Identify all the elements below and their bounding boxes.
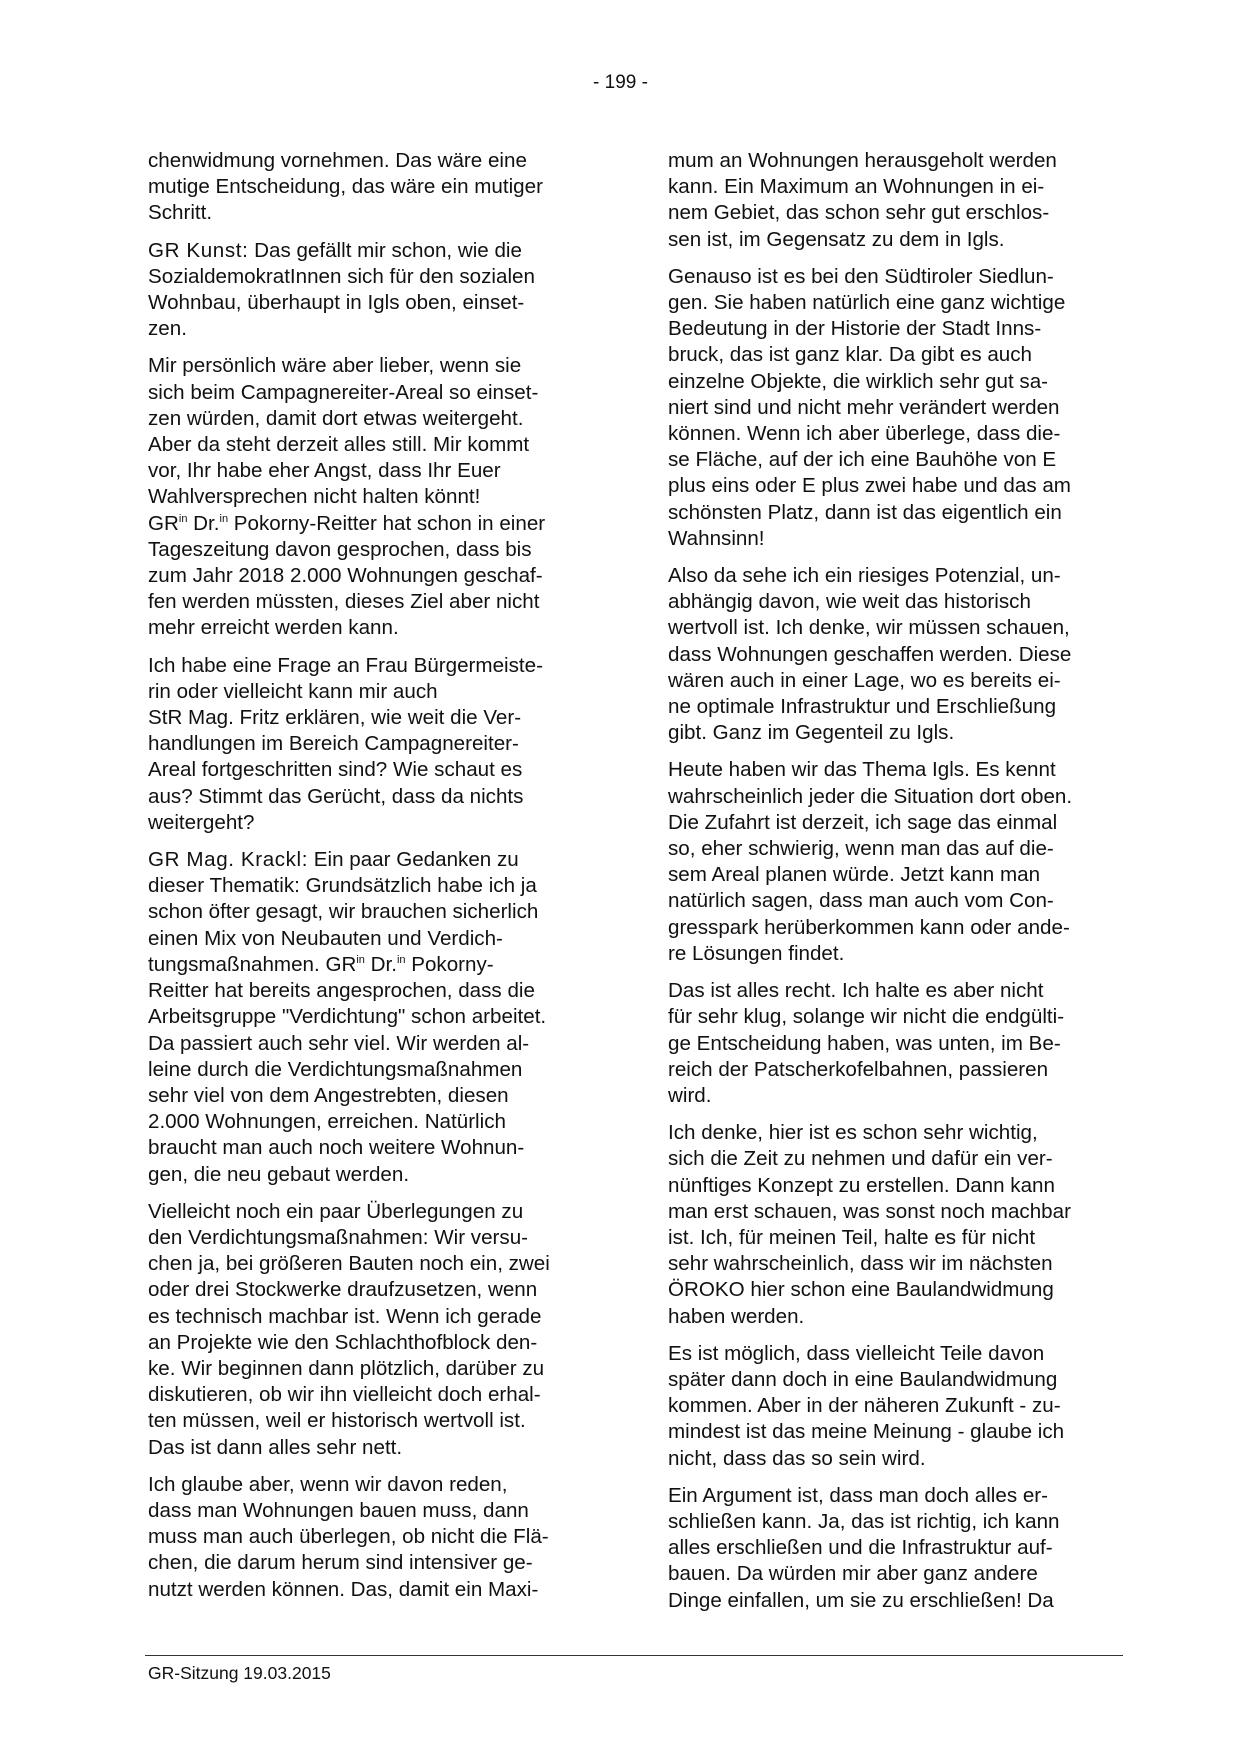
footer-session-date: GR-Sitzung 19.03.2015: [148, 1663, 331, 1683]
paragraph: Das ist alles recht. Ich halte es aber nicht für sehr klug, solange wir nicht die endgülti- ge Entscheidung haben, was unten, im Be- reich der Patscherkofelbahnen, passieren wird.: [668, 979, 1065, 1107]
paragraph: chenwidmung vornehmen. Das wäre eine mutige Entscheidung, das wäre ein mutiger Schritt.: [148, 149, 543, 225]
speaker-label: GR Mag. Krackl:: [148, 848, 309, 872]
paragraph: Heute haben wir das Thema Igls. Es kennt wahrscheinlich jeder die Situation dort oben. Die Zufahrt ist derzeit, ich sage das einmal so, eher schwierig, wenn man das auf die- sem Areal planen würde. Jetzt kann man natürlich sagen, dass man auch vom Con- gresspark herüberkommen kann oder ande- re Lösungen findet.: [668, 758, 1073, 965]
left-column: [148, 148, 598, 1614]
paragraph: Vielleicht noch ein paar Überlegungen zu den Verdichtungsmaßnahmen: Wir versu- chen ja, bei größeren Bauten noch ein, zwei oder drei Stockwerke draufzusetzen, wenn es technisch machbar ist. Wenn ich gerade an Projekte wie den Schlachthofblock den- ke. Wir beginnen dann plötzlich, darüber zu diskutieren, ob wir ihn vielleicht doch erhal- ten müssen, weil er historisch wertvoll ist. Das ist dann alles sehr nett.: [148, 1199, 550, 1459]
right-column: [668, 148, 1118, 1625]
paragraph: Ich glaube aber, wenn wir davon reden, dass man Wohnungen bauen muss, dann muss man auch überlegen, ob nicht die Flä- chen, die darum herum sind intensiver ge- nutzt werden können. Das, damit ein Maxi-: [148, 1472, 549, 1601]
footer-divider: [145, 1655, 1123, 1656]
paragraph: Also da sehe ich ein riesiges Potenzial, un- abhängig davon, wie weit das historisch wertvoll ist. Ich denke, wir müssen schauen, dass Wohnungen geschaffen werden. Diese wären auch in einer Lage, wo es bereits ei- ne optimale Infrastruktur und Erschließung gibt. Ganz im Gegenteil zu Igls.: [668, 564, 1072, 745]
paragraph: Genauso ist es bei den Südtiroler Siedlun- gen. Sie haben natürlich eine ganz wichtige Bedeutung in der Historie der Stadt Inns- bruck, das ist ganz klar. Da gibt es auch einzelne Objekte, die wirklich sehr gut sa- niert sind und nicht mehr verändert werden können. Wenn ich aber überlege, dass die- se Fläche, auf der ich eine Bauhöhe von E plus eins oder E plus zwei habe und das am schönsten Platz, dann ist das eigentlich ein Wahnsinn!: [668, 264, 1071, 550]
paragraph-gr-krackl: GR Mag. Krackl: Ein paar Gedanken zu dieser Thematik: Grundsätzlich habe ich ja schon öfter gesagt, wir brauchen sicherlich einen Mix von Neubauten und Verdich- tungsmaßnahmen. $GR^{in}$ Dr.$^{in}$ Pokorny- Reitter hat bereits angesprochen, dass die Arbeitsgruppe "Verdichtung" schon arbeitet. Da passiert auch sehr viel. Wir werden al- leine durch die Verdichtungsmaßnahmen sehr viel von dem Angestrebten, diesen 2.000 Wohnungen, erreichen. Natürlich braucht man auch noch weitere Wohnun- gen, die neu gebaut werden.: [148, 848, 547, 1186]
paragraph: Es ist möglich, dass vielleicht Teile davon später dann doch in eine Baulandwidmung kommen. Aber in der näheren Zukunft - zu- mindest ist das meine Meinung - glaube ich nicht, dass das so sein wird.: [668, 1341, 1065, 1470]
paragraph: Mir persönlich wäre aber lieber, wenn sie sich beim Campagnereiter-Areal so einset- zen würden, damit dort etwas weitergeht. Aber da steht derzeit alles still. Mir kommt vor, Ihr habe eher Angst, dass Ihr Euer Wahlversprechen nicht halten könnt! $GR^{in}$ Dr.$^{in}$ Pokorny-Reitter hat schon in einer Tageszeitung davon gesprochen, dass bis zum Jahr 2018 2.000 Wohnungen geschaf- fen werden müssten, dieses Ziel aber nicht mehr erreicht werden kann.: [148, 354, 546, 640]
paragraph: Ich habe eine Frage an Frau Bürgermeiste- rin oder vielleicht kann mir auch StR Mag. Fritz erklären, wie weit die Ver- handlungen im Bereich Campagnereiter- Areal fortgeschritten sind? Wie schaut es aus? Stimmt das Gerücht, dass da nichts weitergeht?: [148, 653, 543, 834]
paragraph: Ich denke, hier ist es schon sehr wichtig, sich die Zeit zu nehmen und dafür ein ver- nünftiges Konzept zu erstellen. Dann kann man erst schauen, was sonst noch machbar ist. Ich, für meinen Teil, halte es für nicht sehr wahrscheinlich, dass wir im nächsten ÖROKO hier schon eine Baulandwidmung haben werden.: [668, 1121, 1071, 1328]
paragraph-gr-kunst: GR Kunst: Das gefällt mir schon, wie die SozialdemokratInnen sich für den sozialen Wohnbau, überhaupt in Igls oben, einset- zen.: [148, 238, 535, 341]
paragraph: mum an Wohnungen herausgeholt werden kann. Ein Maximum an Wohnungen in ei- nem Gebiet, das schon sehr gut erschlos- sen ist, im Gegensatz zu dem in Igls.: [668, 149, 1057, 251]
speaker-label: GR Kunst:: [148, 238, 249, 262]
paragraph: Ein Argument ist, dass man doch alles er- schließen kann. Ja, das ist richtig, ich kann alles erschließen und die Infrastruktur auf- bauen. Da würden mir aber ganz andere Dinge einfallen, um sie zu erschließen! Da: [668, 1483, 1060, 1612]
page-number: - 199 -: [593, 72, 648, 93]
